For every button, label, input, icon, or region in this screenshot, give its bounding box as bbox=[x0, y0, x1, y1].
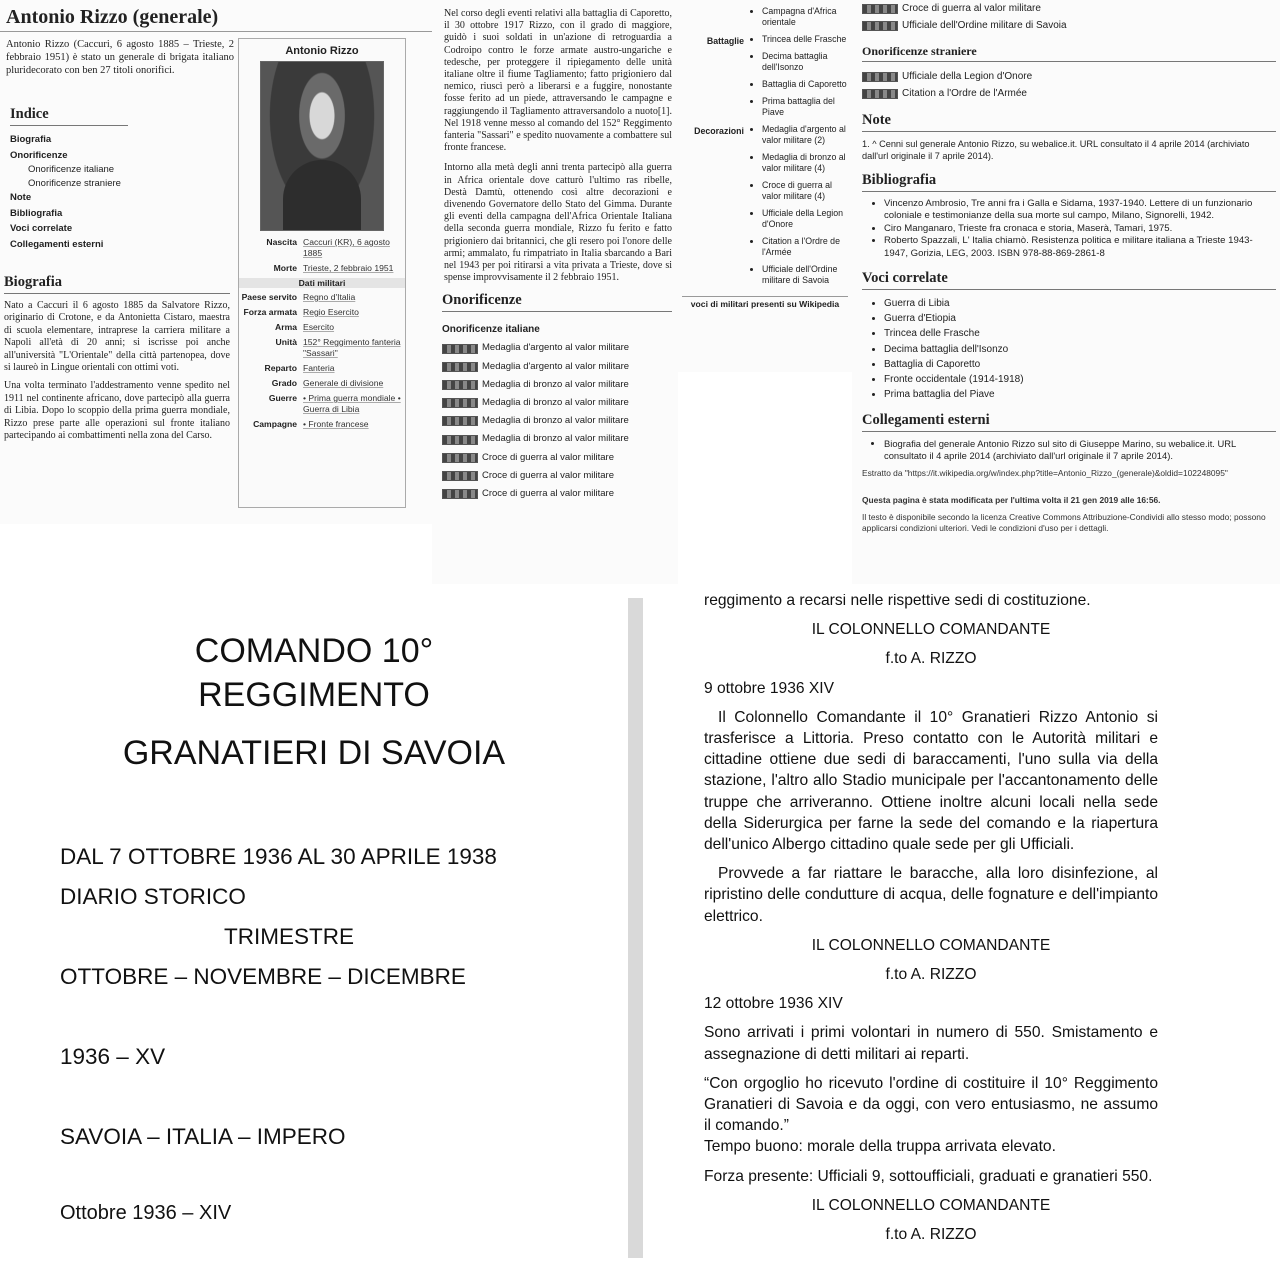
diary-date: 12 ottobre 1936 XIV bbox=[704, 995, 843, 1013]
medal-item: Medaglia di bronzo al valor militare bbox=[442, 430, 672, 448]
note-item: 1. ^ Cenni sul generale Antonio Rizzo, su webalice.it. URL consultato il 4 aprile 2014 (archiviato dall'url originale il 7 aprile 2014). bbox=[862, 139, 1250, 161]
medal-item: Croce di guerra al valor militare bbox=[442, 485, 672, 503]
cover-motto: SAVOIA – ITALIA – IMPERO bbox=[60, 1124, 346, 1149]
ribbon-icon bbox=[442, 344, 478, 354]
infobox-section: Dati militari bbox=[239, 278, 405, 288]
bibliography-item: • Roberto Spazzali, L' Italia chiamò. Resistenza politica e militare italiana a Trieste 1943-1947, Gorizia, LEG, 2003. ISBN 978-88-869-2861-8 bbox=[884, 235, 1276, 260]
ribbon-icon bbox=[442, 471, 478, 481]
infobox-row: Reparto Fanteria bbox=[264, 363, 335, 373]
medal-item: Medaglia d'argento al valor militare bbox=[442, 339, 672, 357]
medal-item: Medaglia d'argento al valor militare bbox=[442, 358, 672, 376]
infobox-name: Antonio Rizzo bbox=[285, 45, 359, 57]
cover-year: 1936 – XV bbox=[60, 1044, 166, 1069]
medal-item: Croce di guerra al valor militare bbox=[442, 449, 672, 467]
bibliography-title: Bibliografia bbox=[862, 172, 1276, 192]
medal-item: Medaglia di bronzo al valor militare bbox=[442, 394, 672, 412]
signature-title: IL COLONNELLO COMANDANTE bbox=[811, 936, 1051, 954]
diary-paragraph: Tempo buono: morale della truppa arrivata elevato. bbox=[704, 1138, 1056, 1156]
navbox-item[interactable]: • Croce di guerra al valor militare (4) bbox=[762, 180, 848, 202]
navbox-row bbox=[682, 6, 848, 34]
related-link[interactable]: • Prima battaglia del Piave bbox=[884, 387, 1276, 402]
cover-title-line: GRANATIERI DI SAVOIA bbox=[122, 734, 506, 772]
navbox-footer[interactable]: voci di militari presenti su Wikipedia bbox=[682, 296, 848, 309]
wiki-article-title: Antonio Rizzo (generale) bbox=[0, 0, 432, 32]
ribbon-icon bbox=[862, 89, 898, 99]
wiki-toc bbox=[10, 106, 128, 252]
infobox-row: Morte Trieste, 2 febbraio 1951 bbox=[273, 263, 394, 273]
signature-title: IL COLONNELLO COMANDANTE bbox=[811, 621, 1051, 639]
infobox-row: Arma Esercito bbox=[275, 322, 335, 332]
toc-item[interactable]: Collegamenti esterni bbox=[10, 238, 104, 250]
wiki-scan-left bbox=[0, 0, 432, 524]
honors-title: Onorificenze bbox=[442, 292, 672, 312]
diary-paragraph: Forza presente: Ufficiali 9, sottoufficiali, graduati e granatieri 550. bbox=[704, 1167, 1153, 1185]
license-text: Il testo è disponibile secondo la licenza Creative Commons Attribuzione-Condividi allo stesso modo; possono applicarsi condizioni ulteriori. Vedi le condizioni d'uso per i dettagli. bbox=[862, 512, 1266, 534]
navbox-label: Battaglie bbox=[706, 36, 744, 46]
ribbon-icon bbox=[442, 453, 478, 463]
cover-period: DAL 7 OTTOBRE 1936 AL 30 APRILE 1938 bbox=[60, 844, 497, 869]
page-gutter bbox=[628, 598, 643, 1258]
external-link[interactable]: • Biografia del generale Antonio Rizzo sul sito di Giuseppe Marino, su webalice.it. URL consultato il 4 aprile 2014 (archiviato dall'url originale il 7 aprile 2014). bbox=[884, 438, 1276, 462]
navbox-item[interactable]: • Ufficiale dell'Ordine militare di Savoia bbox=[762, 264, 848, 286]
diary-paragraph: Sono arrivati i primi volontari in numero di 550. Smistamento e assegnazione di detti militari ai reparti. bbox=[704, 1024, 1158, 1063]
navbox-item[interactable]: • Ufficiale della Legion d'Onore bbox=[762, 208, 848, 230]
navbox-item[interactable]: • Decima battaglia dell'Isonzo bbox=[762, 51, 848, 73]
diary-page bbox=[643, 594, 1280, 1266]
portrait-photo bbox=[260, 61, 384, 231]
ribbon-icon bbox=[442, 398, 478, 408]
toc-item[interactable]: Voci correlate bbox=[10, 223, 73, 234]
navbox-row bbox=[682, 34, 848, 124]
cover-months: OTTOBRE – NOVEMBRE – DICEMBRE bbox=[60, 964, 466, 989]
ribbon-icon bbox=[862, 72, 898, 82]
last-modified: Questa pagina è stata modificata per l'ultima volta il 21 gen 2019 alle 16:56. bbox=[862, 495, 1161, 506]
cover-title-line: REGGIMENTO bbox=[198, 676, 430, 714]
bibliography-item: • Ciro Manganaro, Trieste fra cronaca e storia, Maserà, Tamari, 1975. bbox=[884, 223, 1276, 235]
medal-item: Croce di guerra al valor militare bbox=[862, 0, 1276, 17]
cover-month-year: Ottobre 1936 – XIV bbox=[60, 1202, 232, 1224]
ribbon-icon bbox=[862, 4, 898, 14]
cover-title-line: COMANDO 10° bbox=[194, 632, 434, 670]
related-link[interactable]: • Guerra d'Etiopia bbox=[884, 311, 1276, 326]
infobox-row: Forza armata Regio Esercito bbox=[243, 307, 359, 317]
medal-item: Medaglia di bronzo al valor militare bbox=[442, 412, 672, 430]
signature-name: f.to A. RIZZO bbox=[885, 650, 977, 668]
navbox-item[interactable]: • Medaglia di bronzo al valor militare (4) bbox=[762, 152, 848, 174]
medal-item: Ufficiale della Legion d'Onore bbox=[862, 68, 1276, 85]
toc-item[interactable]: Note bbox=[10, 192, 32, 203]
toc-title: Indice bbox=[10, 106, 128, 126]
extract-url: Estratto da "https://it.wikipedia.org/w/index.php?title=Antonio_Rizzo_(generale)&oldid=102248095" bbox=[862, 468, 1228, 479]
toc-item[interactable]: Onorificenze straniere bbox=[28, 177, 121, 189]
navbox-item[interactable]: • Campagna d'Africa orientale bbox=[762, 6, 848, 28]
cover-trimester: TRIMESTRE bbox=[223, 924, 354, 949]
navbox-item[interactable]: • Medaglia d'argento al valor militare (2) bbox=[762, 124, 848, 146]
medal-item: Medaglia di bronzo al valor militare bbox=[442, 376, 672, 394]
ribbon-icon bbox=[442, 489, 478, 499]
related-link[interactable]: • Decima battaglia dell'Isonzo bbox=[884, 342, 1276, 357]
ribbon-icon bbox=[862, 21, 898, 31]
related-link[interactable]: • Trincea delle Frasche bbox=[884, 326, 1276, 341]
honors-section bbox=[432, 292, 678, 503]
navbox-item[interactable]: • Prima battaglia del Piave bbox=[762, 96, 848, 118]
related-link[interactable]: • Battaglia di Caporetto bbox=[884, 357, 1276, 372]
signature-title: IL COLONNELLO COMANDANTE bbox=[811, 1196, 1051, 1214]
infobox-row: Paese servito Regno d'Italia bbox=[241, 292, 356, 302]
cover-diary-label: DIARIO STORICO bbox=[60, 884, 246, 909]
wiki-infobox bbox=[238, 38, 406, 508]
bio-paragraph: Una volta terminato l'addestramento venne spedito nel 1911 nel continente africano, dove partecipò alla guerra di Libia. Dopo lo scoppio della prima guerra mondiale, Rizzo prese parte alle operazioni sul fronte italiano partecipando ai combattimenti nella zona del Carso. bbox=[4, 380, 230, 442]
diary-paragraph: Il Colonnello Comandante il 10° Granatieri Rizzo Antonio si trasferisce a Littoria. Preso contatto con le Autorità militari e cittadine ottiene due sedi di baraccamenti, l'uno sulla via della stazione, l'altro allo Stadio municipale per l'accantonamento delle truppe che arriveranno. Ottiene inoltre alcuni locali nella sede della Siderurgica per farne la sede del comando e la riapertura dell'unico Albergo cittadino quale sede per gli Ufficiali. bbox=[704, 708, 1158, 854]
wiki-scan-right bbox=[852, 0, 1280, 584]
diary-paragraph: Provvede a far riattare le baracche, alla loro disinfezione, al ripristino delle condutture di acqua, delle fognature e dell'impianto elettrico. bbox=[704, 865, 1158, 925]
notes-title: Note bbox=[862, 112, 1276, 132]
navbox-label: Decorazioni bbox=[694, 126, 744, 136]
bibliography-item: • Vincenzo Ambrosio, Tre anni fra i Galla e Sidama, 1937-1940. Lettere di un funzionario coloniale e testimonianze della sua morte sul campo, Milano, Signorelli, 1942. bbox=[884, 198, 1276, 223]
bio-title: Biografia bbox=[4, 274, 230, 294]
related-title: Voci correlate bbox=[862, 270, 1276, 290]
infobox-row: Campagne • Fronte francese bbox=[253, 419, 369, 429]
ribbon-icon bbox=[442, 416, 478, 426]
signature-name: f.to A. RIZZO bbox=[885, 1226, 977, 1244]
diary-cut-line: reggimento a recarsi nelle rispettive sedi di costituzione. bbox=[704, 594, 1091, 609]
wiki-scan-middle bbox=[432, 0, 678, 584]
wiki-biography bbox=[4, 274, 230, 442]
infobox-row: Nascita Caccuri (KR), 6 agosto 1885 bbox=[266, 237, 390, 258]
wiki-intro: Antonio Rizzo (Caccuri, 6 agosto 1885 – Trieste, 2 febbraio 1951) è stato un generale di brigata italiano pluridecorato con ben 27 titoli onorifici. bbox=[6, 39, 234, 76]
navbox-item[interactable]: • Citation a l'Ordre de l'Armée bbox=[762, 236, 848, 258]
toc-item[interactable]: Onorificenze bbox=[10, 149, 68, 161]
navbox-item[interactable]: • Trincea delle Frasche bbox=[762, 34, 848, 45]
related-link[interactable]: • Guerra di Libia bbox=[884, 296, 1276, 311]
medal-item: Croce di guerra al valor militare bbox=[442, 467, 672, 485]
history-paragraph: Nel corso degli eventi relativi alla battaglia di Caporetto, il 30 ottobre 1917 Rizzo, con il grado di maggiore, guidò i suoi soldati in un'azione di retroguardia a Codroipo contro le forze armate austro-ungariche e tedesche, per proteggere il ripiegamento delle unità italiane oltre il fiume Tagliamento; fatto prigioniero dal nemico, riuscì però a liberarsi e a fuggire, nonostante fosse ferito ad un piede, attraversando le campagne e raggiungendo il Tagliamento attraversandolo a nuoto[1]. Nel 1918 venne messo al comando del 152° Reggimento fanteria "Sassari" e spedito nuovamente a combattere sul fronte francese. bbox=[444, 8, 672, 154]
signature-name: f.to A. RIZZO bbox=[885, 966, 977, 984]
infobox-row: Guerre • Prima guerra mondiale • Guerra di Libia bbox=[268, 393, 401, 414]
infobox-row: Unità 152° Reggimento fanteria "Sassari" bbox=[275, 337, 401, 358]
external-links-title: Collegamenti esterni bbox=[862, 412, 1276, 432]
foreign-honors-title: Onorificenze straniere bbox=[862, 44, 1276, 62]
ribbon-icon bbox=[442, 380, 478, 390]
navbox-row bbox=[682, 124, 848, 292]
related-link[interactable]: • Fronte occidentale (1914-1918) bbox=[884, 372, 1276, 387]
medal-item: Ufficiale dell'Ordine militare di Savoia bbox=[862, 17, 1276, 34]
toc-item[interactable]: Biografia bbox=[10, 134, 52, 145]
bio-paragraph: Nato a Caccuri il 6 agosto 1885 da Salvatore Rizzo, originario di Crotone, e da Antonietta Cistaro, maestra di scuola elementare, intraprese la carriera militare a Napoli all'età di 20 anni; si iscrisse poi anche all'università "L'Orientale" della città partenopea, dove si laureò in Lingue orientali con ottimi voti. bbox=[4, 300, 230, 374]
ribbon-icon bbox=[442, 435, 478, 445]
italian-honors-title: Onorificenze italiane bbox=[442, 324, 540, 336]
wiki-scan-navbox bbox=[678, 0, 852, 372]
diary-cover-page bbox=[0, 598, 628, 1266]
toc-item[interactable]: Onorificenze italiane bbox=[28, 164, 115, 175]
toc-item[interactable]: Bibliografia bbox=[10, 207, 63, 219]
ribbon-icon bbox=[442, 362, 478, 372]
diary-date: 9 ottobre 1936 XIV bbox=[704, 679, 835, 697]
history-paragraph: Intorno alla metà degli anni trenta partecipò alla guerra in Africa orientale dove catturò l'ultimo ras ribelle, Destà Damtù, ottenendo così altre decorazioni e divenendo Governatore dello Stato del Gimma. Durante gli eventi della campagna dell'Africa Orientale Italiana della seconda guerra mondiale, Rizzo fu ferito e fatto prigioniero dai britannici, che gli resero poi l'onore delle armi; ammalato, fu rimpatriato in Italia sbarcando a Bari nel 1943 per poi ritirarsi a vita privata a Trieste, dove si spense improvvisamente il 2 febbraio 1951. bbox=[444, 162, 672, 284]
navbox-item[interactable]: • Battaglia di Caporetto bbox=[762, 79, 848, 90]
diary-paragraph: “Con orgoglio ho ricevuto l'ordine di costituire il 10° Reggimento Granatieri di Savoia e da oggi, con vero entusiasmo, ne assumo il comando.” bbox=[704, 1074, 1158, 1135]
infobox-row: Grado Generale di divisione bbox=[271, 378, 384, 388]
medal-item: Citation a l'Ordre de l'Armée bbox=[862, 85, 1276, 102]
